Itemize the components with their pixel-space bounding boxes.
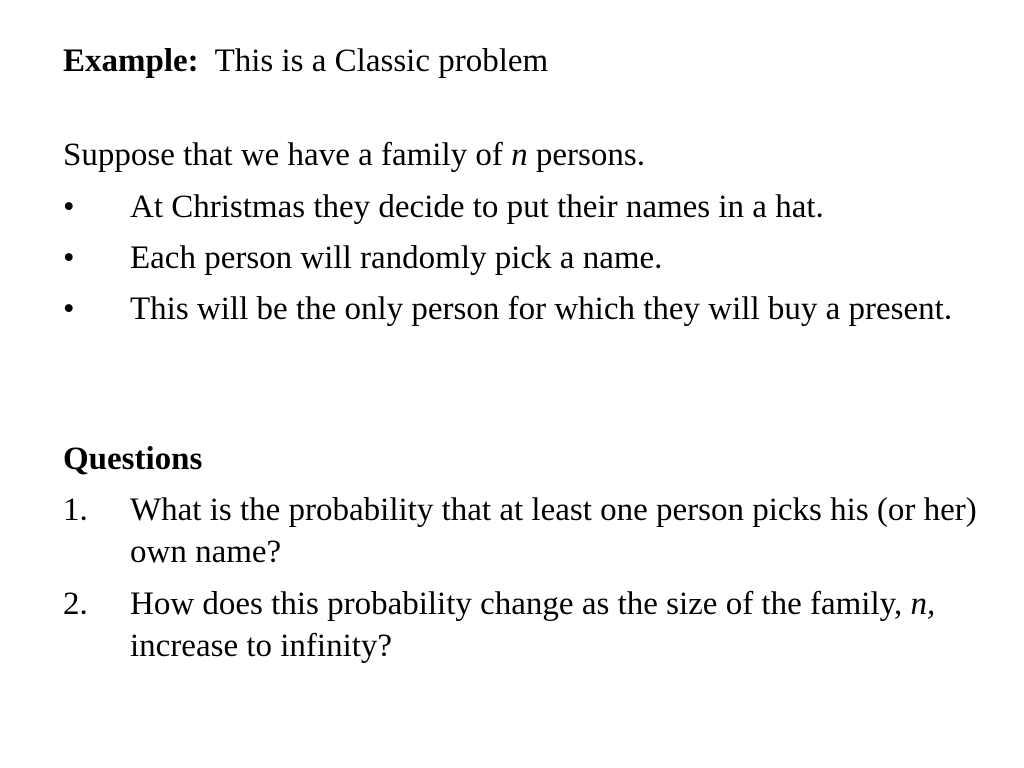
intro-paragraph: [63, 134, 645, 176]
question-text: What is the probability that at least one person picks his (or her) own name?: [130, 492, 977, 570]
bullet-text: Each person will randomly pick a name.: [130, 240, 663, 276]
intro-text-after: persons.: [527, 137, 645, 173]
questions-list: [63, 489, 983, 677]
bullet-marker: •: [63, 240, 75, 276]
bullet-marker: •: [63, 291, 75, 327]
bullet-item: [63, 186, 983, 228]
bullet-text: At Christmas they decide to put their names in a hat.: [130, 189, 824, 225]
title-text: This is a Classic problem: [214, 43, 549, 79]
question-number: 2.: [63, 586, 88, 622]
bullet-text: This will be the only person for which they will buy a present.: [130, 291, 953, 327]
intro-variable-n: n: [511, 137, 528, 173]
bullet-marker: •: [63, 189, 75, 225]
question-item: [63, 583, 983, 667]
bullet-item: [63, 288, 983, 330]
question-variable-n: n,: [910, 586, 936, 622]
bullet-item: [63, 237, 983, 279]
question-text: [130, 586, 935, 664]
question-item: [63, 489, 983, 573]
question-text-after: increase to infinity?: [130, 628, 393, 664]
slide-title: [63, 40, 548, 82]
question-number: 1.: [63, 492, 88, 528]
questions-heading: Questions: [63, 441, 203, 477]
intro-text-before: Suppose that we have a family of: [63, 137, 512, 173]
title-label: Example:: [63, 43, 199, 79]
question-text-before: How does this probability change as the size of the family,: [130, 586, 911, 622]
bullet-list: [63, 186, 983, 339]
